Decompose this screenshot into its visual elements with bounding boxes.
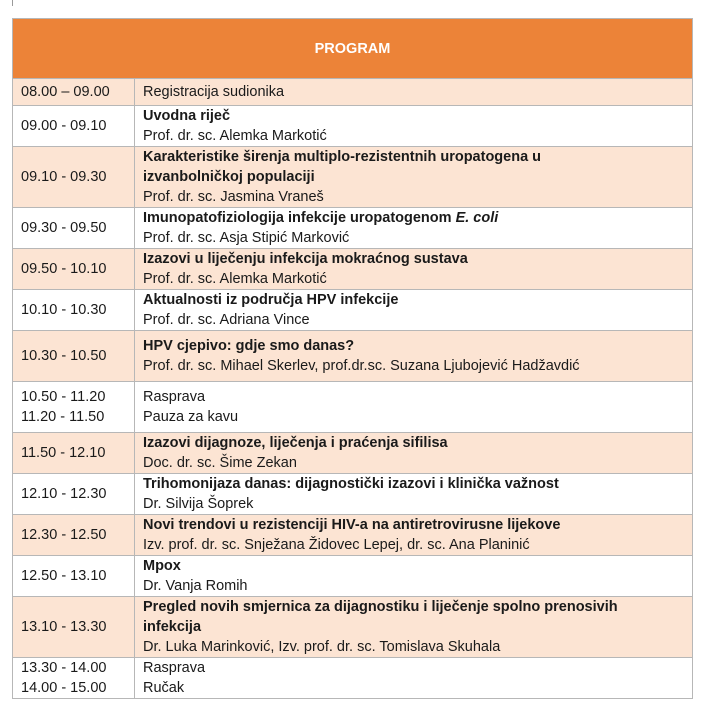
speaker-name: Prof. dr. sc. Alemka Markotić <box>143 271 327 287</box>
row-time: 14.00 - 15.00 <box>21 680 107 696</box>
session-label: Rasprava <box>143 660 206 676</box>
speaker-name: Prof. dr. sc. Mihael Skerlev, prof.dr.sc. Suzana Ljubojević Hadžavdić <box>143 358 580 374</box>
talk-title: Novi trendovi u rezistenciji HIV-a na antiretrovirusne lijekove <box>143 517 561 533</box>
table-row <box>13 208 693 249</box>
row-time: 12.10 - 12.30 <box>13 474 135 515</box>
row-time: 09.10 - 09.30 <box>13 147 135 208</box>
talk-title-continued: izvanbolničkoj populaciji <box>143 169 315 185</box>
table-row <box>13 515 693 556</box>
talk-title-continued: infekcija <box>143 619 202 635</box>
table-row <box>13 433 693 474</box>
table-row <box>13 474 693 515</box>
table-row <box>13 556 693 597</box>
row-time: 10.30 - 10.50 <box>13 331 135 382</box>
session-label: Pauza za kavu <box>143 409 239 425</box>
speaker-name: Prof. dr. sc. Asja Stipić Marković <box>143 230 350 246</box>
table-row <box>13 331 693 382</box>
talk-title: Izazovi u liječenju infekcija mokraćnog sustava <box>143 251 468 267</box>
speaker-name: Dr. Vanja Romih <box>143 578 248 594</box>
speaker-name: Izv. prof. dr. sc. Snježana Židovec Lepej, dr. sc. Ana Planinić <box>143 537 530 553</box>
table-row <box>13 597 693 658</box>
talk-title: Imunopatofiziologija infekcije uropatogenom E. coli <box>143 210 499 226</box>
talk-title: Izazovi dijagnoze, liječenja i praćenja sifilisa <box>143 435 448 451</box>
row-time: 11.20 - 11.50 <box>21 409 105 425</box>
row-time: 13.30 - 14.00 <box>21 660 107 676</box>
row-time: 09.00 - 09.10 <box>13 106 135 147</box>
talk-title: Aktualnosti iz područja HPV infekcije <box>143 292 399 308</box>
speaker-name: Prof. dr. sc. Alemka Markotić <box>143 128 327 144</box>
speaker-name: Prof. dr. sc. Adriana Vince <box>143 312 310 328</box>
table-row <box>13 79 693 106</box>
speaker-name: Prof. dr. sc. Jasmina Vraneš <box>143 189 324 205</box>
table-row <box>13 147 693 208</box>
table-row <box>13 106 693 147</box>
session-label: Ručak <box>143 680 185 696</box>
talk-title: Trihomonijaza danas: dijagnostički izazovi i klinička važnost <box>143 476 559 492</box>
row-description: Registracija sudionika <box>135 79 693 106</box>
row-time: 12.50 - 13.10 <box>13 556 135 597</box>
table-row <box>13 382 693 433</box>
talk-title: Karakteristike širenja multiplo-rezistentnih uropatogena u <box>143 149 542 165</box>
table-row <box>13 658 693 699</box>
row-time: 10.10 - 10.30 <box>13 290 135 331</box>
row-time: 09.30 - 09.50 <box>13 208 135 249</box>
row-time: 10.50 - 11.20 <box>21 389 106 405</box>
speaker-name: Dr. Silvija Šoprek <box>143 496 254 512</box>
program-table <box>12 18 693 699</box>
talk-title: Uvodna riječ <box>143 108 231 124</box>
organism-name: E. coli <box>455 210 499 226</box>
row-time: 09.50 - 10.10 <box>13 249 135 290</box>
talk-title: Mpox <box>143 558 181 574</box>
speaker-name: Dr. Luka Marinković, Izv. prof. dr. sc. Tomislava Skuhala <box>143 639 501 655</box>
row-time: 13.10 - 13.30 <box>13 597 135 658</box>
row-time: 08.00 – 09.00 <box>13 79 135 106</box>
session-label: Rasprava <box>143 389 206 405</box>
talk-title: HPV cjepivo: gdje smo danas? <box>143 338 355 354</box>
row-time: 11.50 - 12.10 <box>13 433 135 474</box>
table-row <box>13 249 693 290</box>
row-time: 12.30 - 12.50 <box>13 515 135 556</box>
talk-title: Pregled novih smjernica za dijagnostiku i liječenje spolno prenosivih <box>143 599 618 615</box>
program-header: PROGRAM <box>13 19 693 79</box>
table-row <box>13 290 693 331</box>
page-edge-mark <box>12 0 13 6</box>
speaker-name: Doc. dr. sc. Šime Zekan <box>143 455 297 471</box>
